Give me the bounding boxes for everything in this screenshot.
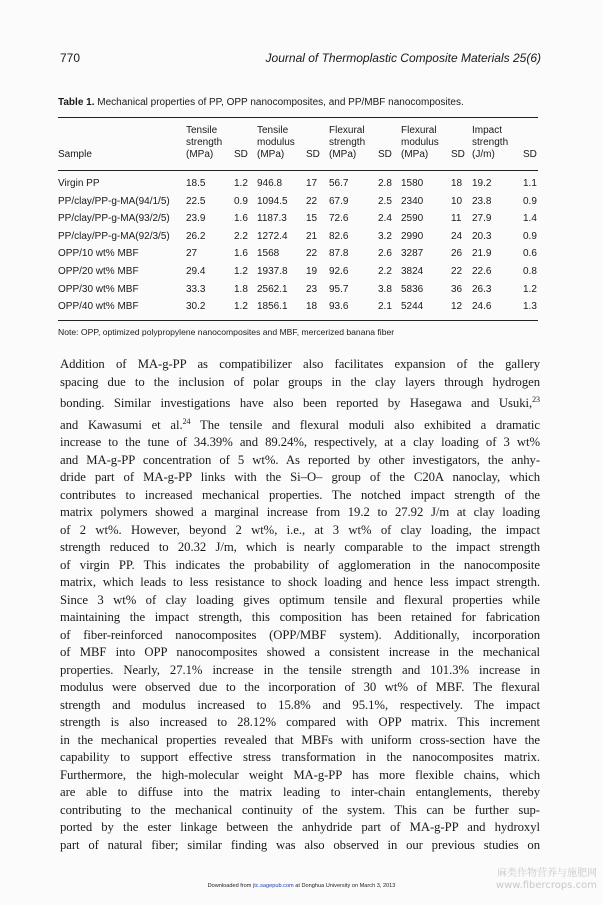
text-line: spacing due to the inclusion of polar groups in the clay layers through hydrogen <box>60 374 540 389</box>
text-line: properties. Nearly, 27.1% increase in the tensile strength and 101.3% increase in <box>60 662 540 677</box>
column-header-sd: SD <box>523 149 537 160</box>
cell-sd: 12 <box>451 301 463 313</box>
text-line: Addition of MA-g-PP as compatibilizer also facilitates expansion of the gallery <box>60 357 540 371</box>
cell-sd: 22 <box>306 248 318 260</box>
cell-sd: 22 <box>451 266 463 277</box>
column-header-sd: SD <box>451 149 465 160</box>
text-line: part of natural fiber; similar finding was also observed in our previous studies on <box>60 837 540 852</box>
table-bottom-rule <box>58 320 538 321</box>
cell-sd: 22 <box>306 195 318 207</box>
text-line: capability to support effective stress transformation in the nanocomposites matrix. <box>60 750 540 765</box>
cell-sample: OPP/10 wt% MBF <box>58 248 139 260</box>
cell-flexural-strength: 56.7 <box>329 178 349 189</box>
cell-sd: 1.2 <box>523 283 537 295</box>
cell-tensile-strength: 33.3 <box>186 283 206 295</box>
cell-sd: 10 <box>451 195 463 207</box>
cell-flexural-modulus: 3287 <box>401 248 424 260</box>
header-line: strength <box>329 137 366 148</box>
text-line: in the mechanical properties revealed that MBFs with uniform cross-section have the <box>60 732 540 747</box>
cell-flexural-strength: 95.7 <box>329 283 349 295</box>
text-line: Furthermore, the high-molecular weight MA-g-PP has more flexible chains, which <box>60 767 540 782</box>
table-row <box>58 266 538 283</box>
cell-sd: 2.5 <box>378 195 392 207</box>
column-header-tensile-modulus <box>257 125 295 161</box>
table-note: Note: OPP, optimized polypropylene nanocomposites and MBF, mercerized banana fiber <box>58 327 395 337</box>
cell-tensile-strength: 18.5 <box>186 178 206 189</box>
column-header-sample: Sample <box>58 149 92 160</box>
text-line: maintaining the impact strength, this composition has been retained for fabrication <box>60 610 540 625</box>
cell-sd: 18 <box>306 301 318 313</box>
table-caption-label: Table 1. <box>58 97 95 108</box>
text-line: strength and modulus increased to 15.8% and 95.1%, respectively. The impact <box>60 697 540 712</box>
text-line: strength reduced to 20.32 J/m, which is nearly comparable to the impact strength <box>60 540 540 555</box>
table-row <box>58 178 538 195</box>
cell-impact-strength: 23.8 <box>472 195 492 207</box>
cell-tensile-modulus: 1094.5 <box>257 195 288 207</box>
cell-sample: OPP/30 wt% MBF <box>58 283 139 295</box>
text-line: Since 3 wt% of clay loading gives optimum tensile and flexural properties while <box>60 592 540 607</box>
cell-sd: 17 <box>306 178 318 189</box>
header-line: Flexural <box>329 125 365 136</box>
text-segment: and Kawasumi et al. <box>60 417 183 432</box>
cell-sd: 1.4 <box>523 213 537 225</box>
cell-impact-strength: 19.2 <box>472 178 492 189</box>
cell-sd: 0.8 <box>523 266 537 277</box>
text-line <box>60 391 540 413</box>
table-top-rule <box>58 117 538 118</box>
cell-sd: 1.8 <box>234 283 248 295</box>
cell-flexural-strength: 67.9 <box>329 195 349 207</box>
header-line: (MPa) <box>186 149 214 160</box>
column-header-impact-strength <box>472 125 508 161</box>
cell-sd: 0.9 <box>523 195 537 207</box>
cell-sd: 1.6 <box>234 213 248 225</box>
cell-tensile-modulus: 2562.1 <box>257 283 288 295</box>
cell-sd: 2.2 <box>378 266 392 277</box>
header-line: modulus <box>401 137 439 148</box>
cell-sd: 36 <box>451 283 463 295</box>
cell-tensile-strength: 29.4 <box>186 266 206 277</box>
cell-impact-strength: 21.9 <box>472 248 492 260</box>
cell-tensile-modulus: 946.8 <box>257 178 283 189</box>
cell-flexural-strength: 82.6 <box>329 230 349 242</box>
cell-flexural-strength: 72.6 <box>329 213 349 225</box>
cell-flexural-modulus: 2990 <box>401 230 424 242</box>
table-header-rule <box>58 170 538 171</box>
text-line: of fiber-reinforced nanocomposites (OPP/MBF system). Additionally, incorporation <box>60 627 540 642</box>
column-header-sd: SD <box>378 149 392 160</box>
header-line: Tensile <box>257 125 289 136</box>
cell-sd: 24 <box>451 230 463 242</box>
column-header-flexural-modulus <box>401 125 439 161</box>
cell-sd: 11 <box>451 213 462 225</box>
cell-flexural-modulus: 5836 <box>401 283 424 295</box>
text-segment: The tensile and flexural moduli also exhibited a dramatic <box>190 417 540 432</box>
cell-flexural-modulus: 3824 <box>401 266 424 277</box>
running-header <box>60 51 541 69</box>
citation-ref: 24 <box>182 416 191 426</box>
cell-impact-strength: 22.6 <box>472 266 492 277</box>
column-header-sd: SD <box>234 149 248 160</box>
cell-tensile-strength: 30.2 <box>186 301 206 313</box>
text-line: matrix, which leads to less resistance to shock loading and hence less impact strength. <box>60 575 540 590</box>
cell-tensile-modulus: 1568 <box>257 248 280 260</box>
cell-sd: 1.2 <box>234 301 248 313</box>
table-row <box>58 231 538 248</box>
cell-tensile-modulus: 1856.1 <box>257 301 288 313</box>
citation-ref: 23 <box>532 395 540 404</box>
header-line: (MPa) <box>329 149 357 160</box>
cell-sd: 2.6 <box>378 248 392 260</box>
cell-sd: 1.6 <box>234 248 248 260</box>
text-line: ported by the ester linkage between the anhydride part of MA-g-PP and hydroxyl <box>60 820 540 835</box>
cell-flexural-modulus: 2590 <box>401 213 424 225</box>
cell-impact-strength: 26.3 <box>472 283 492 295</box>
header-line: (J/m) <box>472 149 495 160</box>
header-line: modulus <box>257 137 295 148</box>
table-row <box>58 196 538 213</box>
cell-sd: 0.9 <box>234 195 248 207</box>
cell-tensile-strength: 26.2 <box>186 230 206 242</box>
cell-sd: 26 <box>451 248 463 260</box>
cell-sample: Virgin PP <box>58 178 100 189</box>
column-header-sd: SD <box>306 149 320 160</box>
header-line: Flexural <box>401 125 437 136</box>
cell-flexural-strength: 93.6 <box>329 301 349 313</box>
text-line: modulus were observed due to the incorporation of 30 wt% of MBF. The flexural <box>60 680 540 695</box>
text-line: of MBF into OPP nanocomposites showed a consistent increase in the mechanical <box>60 645 540 660</box>
text-line: are able to diffuse into the matrix leading to inter-chain entanglements, thereby <box>60 785 540 800</box>
text-line: of 2 wt%. However, beyond 2 wt%, i.e., at 3 wt% of clay loading, the impact <box>60 522 540 537</box>
footer-prefix: Downloaded from <box>207 883 253 889</box>
cell-sd: 1.1 <box>523 178 537 189</box>
table-row <box>58 213 538 230</box>
cell-sd: 21 <box>306 230 318 242</box>
table-row <box>58 248 538 265</box>
cell-sd: 1.2 <box>234 178 248 189</box>
text-line: strength is also increased to 28.12% compared with OPP matrix. This increment <box>60 715 540 730</box>
table-caption-text: Mechanical properties of PP, OPP nanocomposites, and PP/MBF nanocomposites. <box>97 97 464 108</box>
cell-impact-strength: 27.9 <box>472 213 492 225</box>
cell-tensile-strength: 27 <box>186 248 198 260</box>
cell-sample: PP/clay/PP-g-MA(92/3/5) <box>58 230 170 242</box>
header-line: (MPa) <box>257 149 285 160</box>
cell-tensile-modulus: 1937.8 <box>257 266 288 277</box>
cell-sd: 2.2 <box>234 230 248 242</box>
column-header-tensile-strength <box>186 125 222 161</box>
cell-sd: 15 <box>306 213 318 225</box>
cell-sd: 2.8 <box>378 178 392 189</box>
cell-flexural-modulus: 1580 <box>401 178 424 189</box>
watermark-line-2: www.fibercrops.com <box>495 880 597 891</box>
text-line: dride part of MA-g-PP links with the Si–O– group of the C20A nanoclay, which <box>60 470 540 485</box>
table-row <box>58 284 538 301</box>
table-row <box>58 301 538 318</box>
body-paragraph <box>60 356 540 854</box>
header-line: strength <box>472 137 509 148</box>
cell-flexural-modulus: 5244 <box>401 301 424 313</box>
cell-flexural-strength: 87.8 <box>329 248 349 260</box>
header-line: Impact <box>472 125 503 136</box>
cell-sample: PP/clay/PP-g-MA(93/2/5) <box>58 213 170 225</box>
cell-tensile-modulus: 1187.3 <box>257 213 287 225</box>
cell-sd: 3.8 <box>378 283 392 295</box>
watermark-line-1: 麻类作物营养与施肥网 <box>497 868 597 879</box>
text-line: contributes to increased mechanical properties. The notched impact strength of the <box>60 487 540 502</box>
journal-title: Journal of Thermoplastic Composite Materials 25(6) <box>265 51 541 65</box>
cell-sample: PP/clay/PP-g-MA(94/1/5) <box>58 195 170 207</box>
cell-sd: 23 <box>306 283 318 295</box>
text-line <box>60 413 540 435</box>
header-line: (MPa) <box>401 149 429 160</box>
text-line: and MA-g-PP concentration of 5 wt%. As reported by other investigators, the anhy- <box>60 452 540 467</box>
cell-flexural-modulus: 2340 <box>401 195 424 207</box>
footer-link[interactable]: jtc.sagepub.com <box>252 883 294 889</box>
cell-flexural-strength: 92.6 <box>329 266 349 277</box>
cell-sd: 0.6 <box>523 248 537 260</box>
cell-sd: 1.2 <box>234 266 248 277</box>
cell-sd: 2.1 <box>378 301 392 313</box>
footer-suffix: at Donghua University on March 3, 2013 <box>293 883 396 889</box>
cell-tensile-strength: 23.9 <box>186 213 206 225</box>
cell-impact-strength: 20.3 <box>472 230 492 242</box>
text-line: matrix polymers showed a marginal increase from 19.2 to 27.92 J/m at clay loading <box>60 505 540 520</box>
cell-sample: OPP/40 wt% MBF <box>58 301 139 313</box>
cell-impact-strength: 24.6 <box>472 301 492 313</box>
cell-sd: 2.4 <box>378 213 392 225</box>
cell-sample: OPP/20 wt% MBF <box>58 266 139 277</box>
column-header-flexural-strength <box>329 125 365 161</box>
cell-sd: 18 <box>451 178 463 189</box>
text-line: of virgin PP. This indicates the probability of agglomeration in the nanocomposite <box>60 557 540 572</box>
table-caption <box>58 97 542 108</box>
header-line: strength <box>186 137 223 148</box>
text-line: increase to the tune of 34.39% and 89.24%, respectively, at a clay loading of 3 wt% <box>60 435 540 450</box>
cell-tensile-strength: 22.5 <box>186 195 206 207</box>
table-header-row <box>58 120 538 170</box>
cell-sd: 19 <box>306 266 318 277</box>
watermark <box>496 868 597 892</box>
cell-sd: 1.3 <box>523 301 537 313</box>
cell-tensile-modulus: 1272.4 <box>257 230 288 242</box>
page-number: 770 <box>60 51 81 65</box>
header-line: Tensile <box>186 125 218 136</box>
text-line: contributing to the mechanical continuity of the system. This can be further sup- <box>60 802 540 817</box>
cell-sd: 0.9 <box>523 230 537 242</box>
cell-sd: 3.2 <box>378 230 392 242</box>
text-segment: bonding. Similar investigations have also been reported by Hasegawa and Usuki, <box>60 396 533 411</box>
